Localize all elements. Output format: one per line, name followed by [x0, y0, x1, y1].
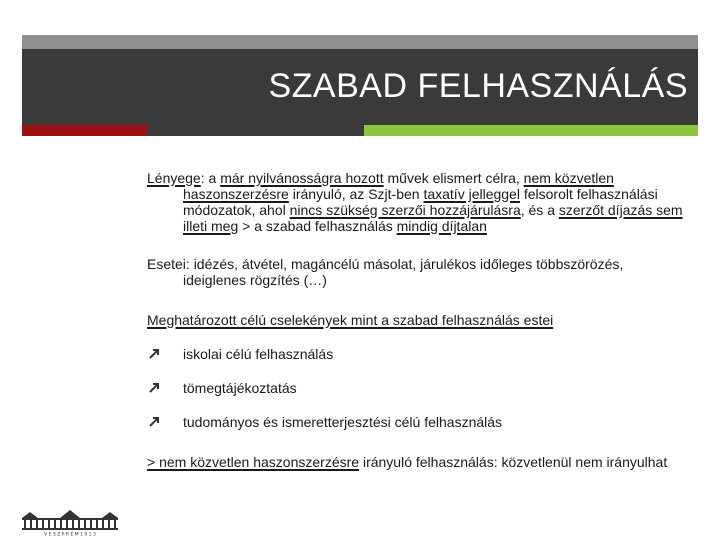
- text-run: szerzőt díjazás sem illeti meg: [183, 202, 683, 234]
- accent-bar-gray: [148, 125, 364, 136]
- logo-caption: V E S Z P R É M 1 9 1 3: [44, 532, 96, 536]
- definition-paragraph: [147, 170, 687, 234]
- building-logo: [20, 508, 120, 536]
- accent-bar-green: [364, 125, 698, 136]
- text-run: > nem közvetlen haszonszerzésre: [147, 454, 360, 470]
- text-run: nem közvetlen haszonszerzésre: [183, 170, 614, 202]
- arrow-bullet-icon: [149, 347, 161, 359]
- list-item-text: iskolai célú felhasználás: [183, 346, 334, 362]
- text-run: irányuló felhasználás: közvetlenül nem irányulhat: [359, 454, 668, 470]
- purpose-list: [147, 346, 687, 448]
- cases-paragraph: Esetei: idézés, átvétel, magáncélú másolat, járulékos időleges többszörözés, ideiglenes rögzítés (…): [147, 256, 624, 288]
- text-run: már nyilvánosságra hozott: [220, 170, 384, 186]
- accent-bar-red: [22, 125, 148, 136]
- list-item: [147, 380, 687, 414]
- text-run: taxatív jelleggel: [423, 186, 520, 202]
- text-run: : a: [200, 170, 221, 186]
- slide-content: [147, 170, 687, 470]
- list-item: [147, 414, 687, 448]
- conclusion-paragraph: [147, 454, 687, 470]
- slide-title: SZABAD FELHASZNÁLÁS: [268, 67, 688, 105]
- text-run: Meghatározott célú cselekények mint a szabad felhasználás estei: [147, 312, 554, 328]
- text-run: mindig díjtalan: [396, 218, 487, 234]
- text-run: felsorolt felhasználási módozatok, ahol: [183, 186, 658, 218]
- purpose-heading: [147, 312, 687, 328]
- text-run: > a szabad felhasználás: [238, 218, 397, 234]
- list-item-text: tömegtájékoztatás: [183, 380, 297, 396]
- list-item: [147, 346, 687, 380]
- text-run: , és a: [520, 202, 559, 218]
- list-item-text: tudományos és ismeretterjesztési célú felhasználás: [183, 414, 503, 430]
- text-run: irányuló, az Szjt-ben: [288, 186, 424, 202]
- arrow-bullet-icon: [149, 381, 161, 393]
- title-bar: [22, 49, 698, 125]
- text-run: nincs szükség szerzői hozzájárulásra: [289, 202, 521, 218]
- text-run: művek elismert célra,: [383, 170, 524, 186]
- top-stripe: [22, 35, 698, 49]
- text-run: Lényege: [147, 170, 201, 186]
- arrow-bullet-icon: [149, 415, 161, 427]
